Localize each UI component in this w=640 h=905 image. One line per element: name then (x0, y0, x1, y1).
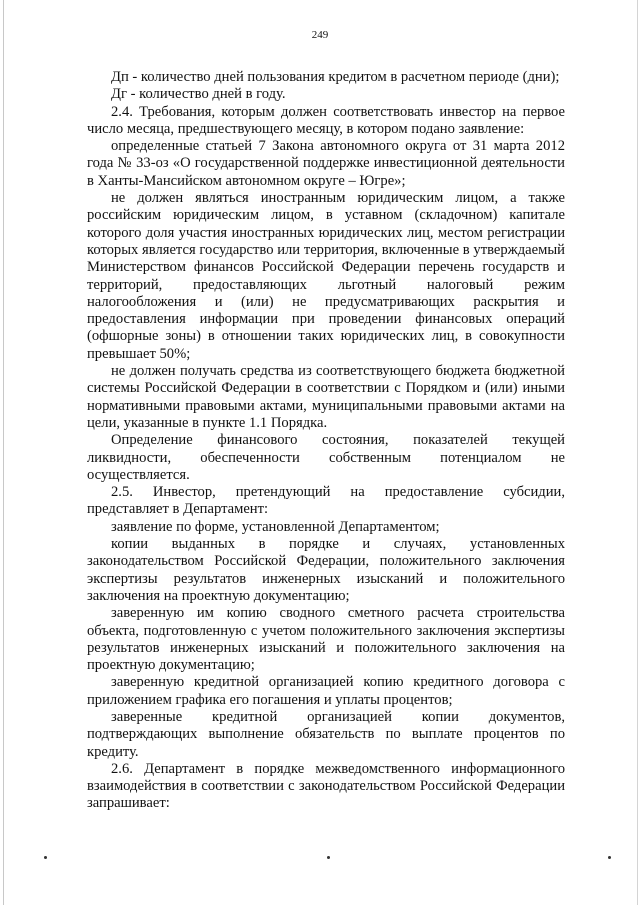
page-edge-left (3, 0, 4, 905)
scan-speck (608, 856, 611, 859)
paragraph: не должен являться иностранным юридическим лицом, а также российским юридическим лицом, в уставном (складочном) капитале которого доля участия иностранных юридических лиц, местом регистрации которых является государство или территория, включенные в утверждаемый Министерством финансов Российской Федерации перечень государств и территорий, предоставляющих льготный налоговый режим налогообложения и (или) не предусматривающих раскрытия и предоставления информации при проведении финансовых операций (офшорные зоны) в отношении таких юридических лиц, в совокупности превышает 50%; (87, 190, 565, 362)
paragraph: 2.5. Инвестор, претендующий на предоставление субсидии, представляет в Департамент: (87, 484, 565, 518)
paragraph: заверенные кредитной организацией копии документов, подтверждающих выполнение обязательств по выплате процентов по кредиту. (87, 708, 565, 760)
paragraph: не должен получать средства из соответствующего бюджета бюджетной системы Российской Федерации в соответствии с Порядком и (или) иными нормативными правовыми актами, муниципальными правовыми актами на цели, указанные в пункте 1.1 Порядка. (87, 363, 565, 431)
paragraph: определенные статьей 7 Закона автономного округа от 31 марта 2012 года № 33-оз «О государственной поддержке инвестиционной деятельности в Ханты-Мансийском автономном округе – Югре»; (87, 138, 565, 189)
paragraph: заверенную кредитной организацией копию кредитного договора с приложением графика его погашения и уплаты процентов; (87, 674, 565, 708)
paragraph: Дп - количество дней пользования кредитом в расчетном периоде (дни); (111, 69, 560, 85)
paragraph: Определение финансового состояния, показателей текущей ликвидности, обеспеченности собственным потенциалом не осуществляется. (87, 432, 565, 483)
page-number: 249 (311, 29, 329, 41)
document-body (87, 69, 565, 813)
paragraph: 2.6. Департамент в порядке межведомственного информационного взаимодействия в соответствии с законодательством Российской Федерации запрашивает: (87, 760, 565, 812)
page-edge-right (637, 0, 638, 905)
paragraph: заверенную им копию сводного сметного расчета строительства объекта, подготовленную с учетом положительного заключения экспертизы результатов инженерных изысканий и положительного заключения на проектную документацию; (87, 605, 565, 674)
paragraph: Дг - количество дней в году. (111, 86, 286, 103)
scan-speck (327, 856, 330, 859)
paragraph: заявление по форме, установленной Департаментом; (111, 518, 440, 535)
scan-speck (44, 856, 47, 859)
paragraph: 2.4. Требования, которым должен соответствовать инвестор на первое число месяца, предшествующего месяцу, в котором подано заявление: (87, 103, 565, 137)
paragraph: копии выданных в порядке и случаях, установленных законодательством Российской Федерации, положительного заключения экспертизы результатов инженерных изысканий и положительного заключения на проектную документацию; (87, 536, 565, 604)
